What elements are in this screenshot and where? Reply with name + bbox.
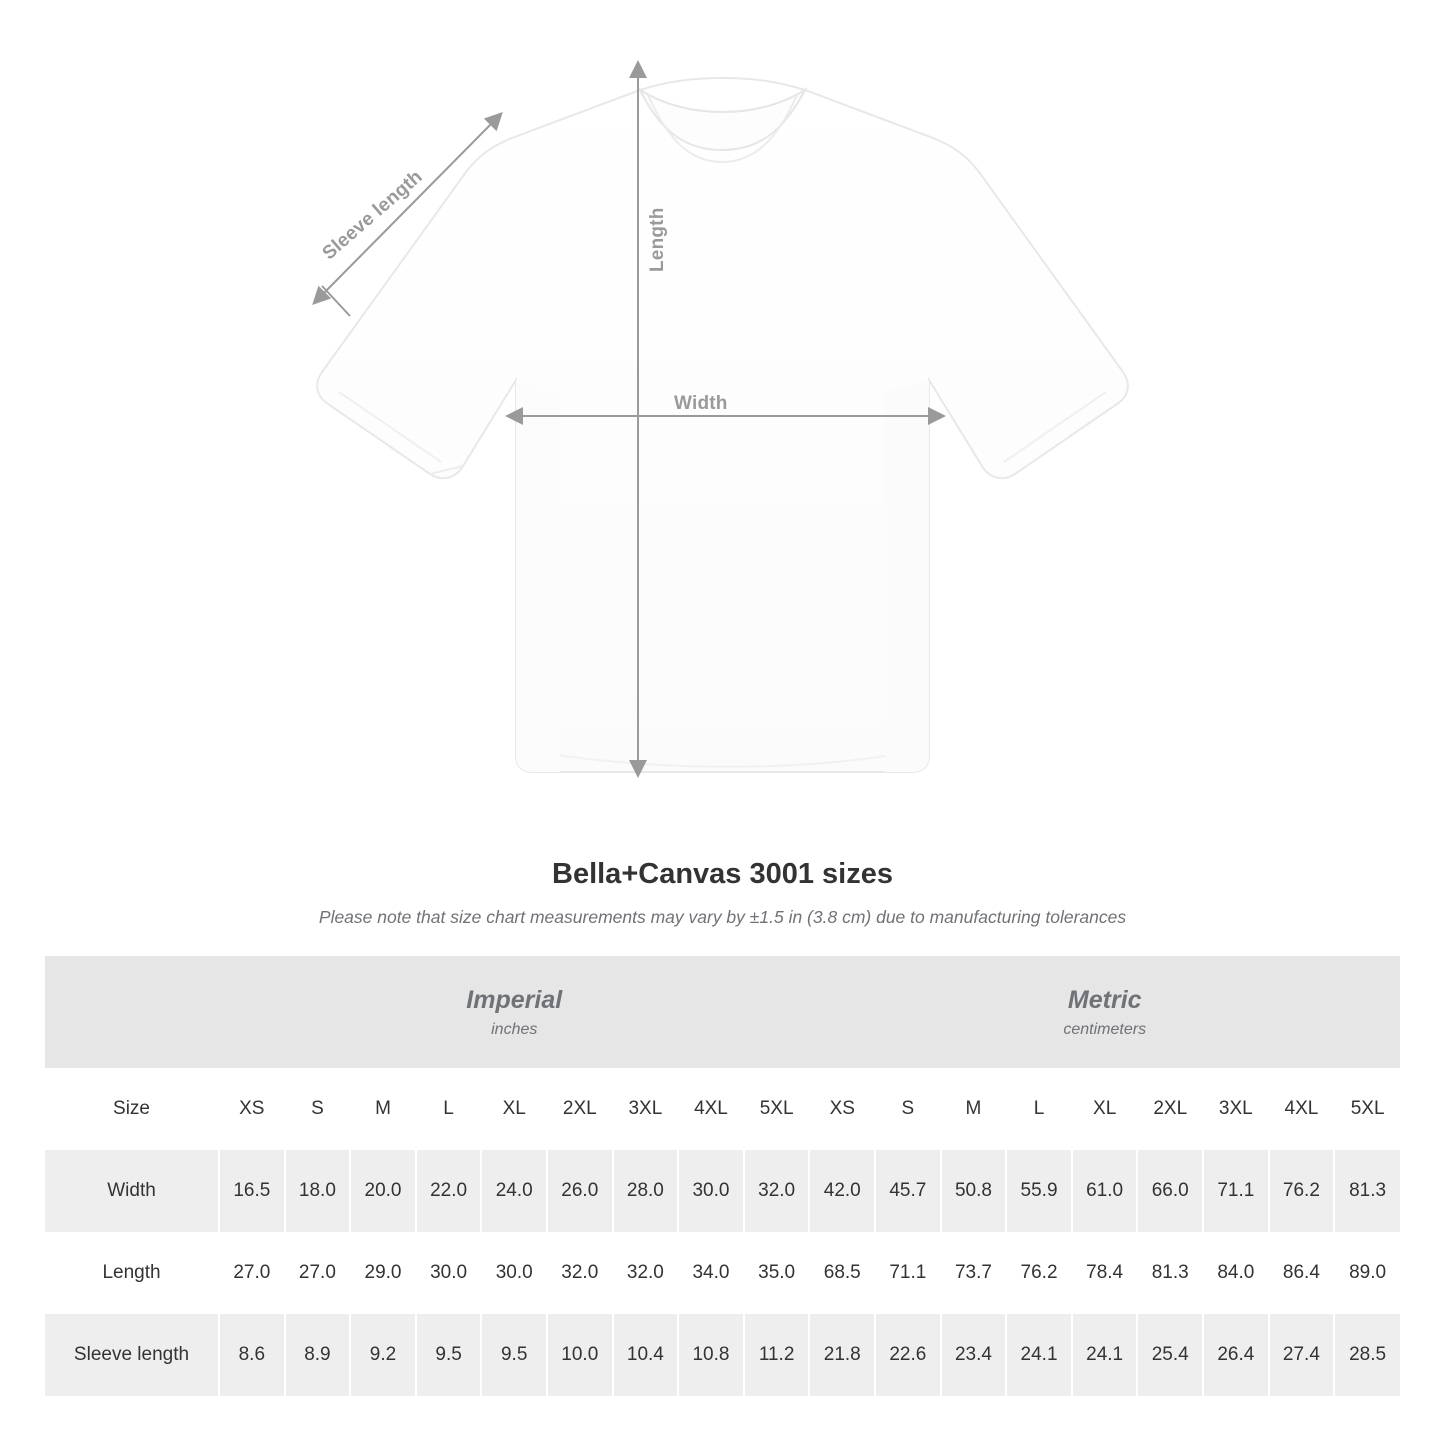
cell-length-6: 32.0 — [613, 1232, 679, 1314]
cell-width-14: 66.0 — [1137, 1150, 1203, 1232]
size-col-xl-imperial: XL — [481, 1068, 547, 1150]
cell-length-9: 68.5 — [809, 1232, 875, 1314]
row-label-sleeve-length: Sleeve length — [45, 1314, 219, 1396]
tshirt-shape — [317, 78, 1128, 772]
size-col-xs-imperial: XS — [219, 1068, 285, 1150]
size-col-3xl-metric: 3XL — [1203, 1068, 1269, 1150]
metric-group-header — [809, 956, 1400, 1068]
imperial-group-unit: inches — [491, 1020, 538, 1038]
cell-width-7: 30.0 — [678, 1150, 744, 1232]
table-row-sleeve-length — [45, 1314, 1400, 1396]
cell-sleeve-12: 24.1 — [1006, 1314, 1072, 1396]
cell-sleeve-15: 26.4 — [1203, 1314, 1269, 1396]
cell-width-17: 81.3 — [1334, 1150, 1400, 1232]
size-col-m-imperial: M — [350, 1068, 416, 1150]
size-col-s-imperial: S — [285, 1068, 351, 1150]
cell-length-2: 29.0 — [350, 1232, 416, 1314]
cell-length-10: 71.1 — [875, 1232, 941, 1314]
cell-width-12: 55.9 — [1006, 1150, 1072, 1232]
table-row-width — [45, 1150, 1400, 1232]
cell-sleeve-14: 25.4 — [1137, 1314, 1203, 1396]
sleeve-tick — [322, 286, 350, 316]
size-col-l-metric: L — [1006, 1068, 1072, 1150]
tolerance-note: Please note that size chart measurements may vary by ±1.5 in (3.8 cm) due to manufacturing tolerances — [318, 907, 1127, 927]
cell-width-2: 20.0 — [350, 1150, 416, 1232]
cell-length-3: 30.0 — [416, 1232, 482, 1314]
cell-width-1: 18.0 — [285, 1150, 351, 1232]
size-col-l-imperial: L — [416, 1068, 482, 1150]
cell-width-6: 28.0 — [613, 1150, 679, 1232]
cell-sleeve-2: 9.2 — [350, 1314, 416, 1396]
cell-sleeve-5: 10.0 — [547, 1314, 613, 1396]
size-col-5xl-imperial: 5XL — [744, 1068, 810, 1150]
cell-width-4: 24.0 — [481, 1150, 547, 1232]
cell-sleeve-8: 11.2 — [744, 1314, 810, 1396]
cell-length-16: 86.4 — [1269, 1232, 1335, 1314]
cell-length-15: 84.0 — [1203, 1232, 1269, 1314]
cell-sleeve-13: 24.1 — [1072, 1314, 1138, 1396]
cell-width-10: 45.7 — [875, 1150, 941, 1232]
cell-length-4: 30.0 — [481, 1232, 547, 1314]
cell-width-0: 16.5 — [219, 1150, 285, 1232]
cell-sleeve-10: 22.6 — [875, 1314, 941, 1396]
size-table-wrapper — [45, 956, 1400, 1396]
size-col-2xl-metric: 2XL — [1137, 1068, 1203, 1150]
cell-length-13: 78.4 — [1072, 1232, 1138, 1314]
cell-sleeve-11: 23.4 — [941, 1314, 1007, 1396]
cell-length-14: 81.3 — [1137, 1232, 1203, 1314]
size-col-3xl-imperial: 3XL — [613, 1068, 679, 1150]
cell-sleeve-1: 8.9 — [285, 1314, 351, 1396]
row-label-length: Length — [45, 1232, 219, 1314]
cell-length-0: 27.0 — [219, 1232, 285, 1314]
cell-length-1: 27.0 — [285, 1232, 351, 1314]
size-col-m-metric: M — [941, 1068, 1007, 1150]
length-dimension-label: Length — [647, 207, 668, 272]
cell-width-13: 61.0 — [1072, 1150, 1138, 1232]
page-title: Bella+Canvas 3001 sizes — [552, 858, 893, 890]
cell-width-15: 71.1 — [1203, 1150, 1269, 1232]
size-header-row — [45, 1068, 1400, 1150]
cell-sleeve-6: 10.4 — [613, 1314, 679, 1396]
unit-header-row — [45, 956, 1400, 1068]
size-col-5xl-metric: 5XL — [1334, 1068, 1400, 1150]
cell-sleeve-4: 9.5 — [481, 1314, 547, 1396]
cell-width-5: 26.0 — [547, 1150, 613, 1232]
unit-header-spacer — [45, 956, 219, 1068]
cell-length-12: 76.2 — [1006, 1232, 1072, 1314]
size-col-4xl-imperial: 4XL — [678, 1068, 744, 1150]
size-col-xs-metric: XS — [809, 1068, 875, 1150]
cell-length-11: 73.7 — [941, 1232, 1007, 1314]
width-dimension-label: Width — [674, 393, 728, 414]
cell-width-9: 42.0 — [809, 1150, 875, 1232]
metric-group-unit: centimeters — [1063, 1020, 1147, 1038]
table-row-length — [45, 1232, 1400, 1314]
size-table — [45, 956, 1400, 1396]
cell-width-16: 76.2 — [1269, 1150, 1335, 1232]
size-col-xl-metric: XL — [1072, 1068, 1138, 1150]
cell-width-11: 50.8 — [941, 1150, 1007, 1232]
cell-width-8: 32.0 — [744, 1150, 810, 1232]
cell-sleeve-17: 28.5 — [1334, 1314, 1400, 1396]
cell-sleeve-9: 21.8 — [809, 1314, 875, 1396]
cell-length-17: 89.0 — [1334, 1232, 1400, 1314]
cell-length-7: 34.0 — [678, 1232, 744, 1314]
imperial-group-title: Imperial — [466, 986, 563, 1015]
sleeve-length-dimension-label: Sleeve length — [318, 166, 427, 265]
cell-length-8: 35.0 — [744, 1232, 810, 1314]
imperial-group-header — [219, 956, 809, 1068]
cell-sleeve-16: 27.4 — [1269, 1314, 1335, 1396]
cell-length-5: 32.0 — [547, 1232, 613, 1314]
size-col-4xl-metric: 4XL — [1269, 1068, 1335, 1150]
cell-width-3: 22.0 — [416, 1150, 482, 1232]
size-col-2xl-imperial: 2XL — [547, 1068, 613, 1150]
cell-sleeve-0: 8.6 — [219, 1314, 285, 1396]
metric-group-title: Metric — [1067, 986, 1142, 1015]
cell-sleeve-7: 10.8 — [678, 1314, 744, 1396]
size-col-s-metric: S — [875, 1068, 941, 1150]
cell-sleeve-3: 9.5 — [416, 1314, 482, 1396]
row-label-width: Width — [45, 1150, 219, 1232]
size-row-header: Size — [45, 1068, 219, 1150]
title-block — [0, 858, 1445, 928]
